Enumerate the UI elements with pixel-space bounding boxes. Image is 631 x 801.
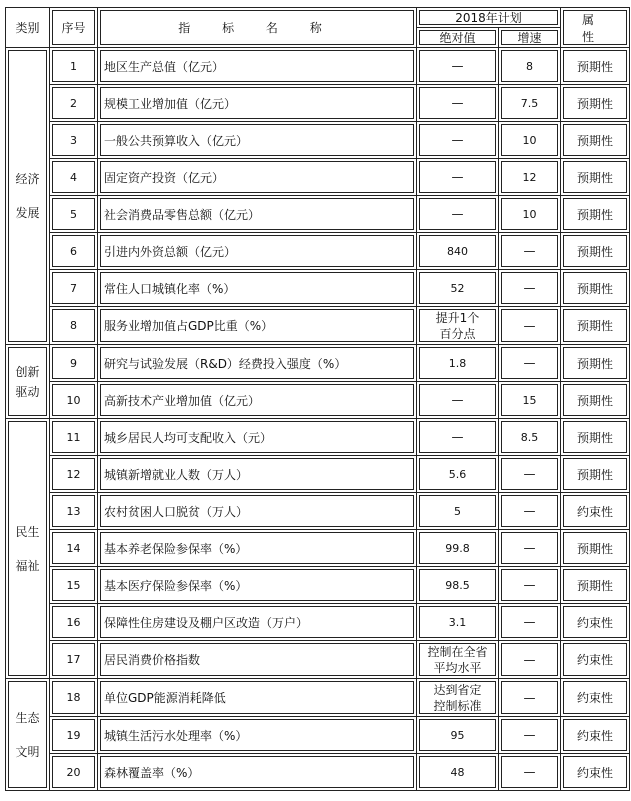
row-attr: 预期性 (561, 270, 630, 307)
row-name: 森林覆盖率（%） (98, 754, 417, 791)
table-row (6, 717, 630, 754)
row-no: 8 (50, 307, 98, 345)
row-growth: — (499, 307, 561, 345)
table-row (6, 159, 630, 196)
row-no: 6 (50, 233, 98, 270)
row-attr: 预期性 (561, 456, 630, 493)
row-growth: 12 (499, 159, 561, 196)
row-name: 城镇生活污水处理率（%） (98, 717, 417, 754)
row-attr: 约束性 (561, 641, 630, 679)
table-row (6, 85, 630, 122)
row-abs: — (417, 159, 499, 196)
row-growth: 8.5 (499, 419, 561, 456)
table-row (6, 530, 630, 567)
row-growth: 10 (499, 196, 561, 233)
row-name: 社会消费品零售总额（亿元） (98, 196, 417, 233)
table-row (6, 270, 630, 307)
table-row (6, 641, 630, 679)
category-cell (6, 419, 50, 679)
row-attr: 预期性 (561, 122, 630, 159)
row-growth: — (499, 456, 561, 493)
category-line: 创新 (15, 364, 40, 379)
table-row (6, 122, 630, 159)
row-attr: 预期性 (561, 48, 630, 85)
row-abs (417, 679, 499, 717)
row-abs: — (417, 196, 499, 233)
row-no: 4 (50, 159, 98, 196)
row-growth: — (499, 604, 561, 641)
header-indicator: 指 标 名 称 (98, 8, 417, 48)
row-no: 18 (50, 679, 98, 717)
row-no: 17 (50, 641, 98, 679)
category-line: 发展 (15, 206, 40, 220)
row-name: 城镇新增就业人数（万人） (98, 456, 417, 493)
plan-table (5, 7, 630, 791)
table-row (6, 493, 630, 530)
table-row (6, 679, 630, 717)
category-line: 文明 (15, 744, 40, 759)
row-name: 居民消费价格指数 (98, 641, 417, 679)
table-row (6, 419, 630, 456)
row-no: 7 (50, 270, 98, 307)
row-name: 基本养老保险参保率（%） (98, 530, 417, 567)
category-line: 生态 (15, 710, 40, 725)
row-attr: 预期性 (561, 233, 630, 270)
row-no: 16 (50, 604, 98, 641)
row-name: 一般公共预算收入（亿元） (98, 122, 417, 159)
row-attr: 预期性 (561, 85, 630, 122)
row-attr: 预期性 (561, 307, 630, 345)
row-abs: 1.8 (417, 345, 499, 382)
row-growth: — (499, 270, 561, 307)
row-abs: — (417, 419, 499, 456)
row-name: 引进内外资总额（亿元） (98, 233, 417, 270)
row-name: 单位GDP能源消耗降低 (98, 679, 417, 717)
row-no: 14 (50, 530, 98, 567)
row-abs-line: 百分点 (439, 326, 476, 341)
row-abs-line: 控制标准 (433, 698, 482, 713)
row-growth: 7.5 (499, 85, 561, 122)
row-no: 2 (50, 85, 98, 122)
row-abs-line: 提升1个 (435, 310, 480, 325)
category-cell (6, 48, 50, 345)
row-attr: 预期性 (561, 382, 630, 419)
row-growth: — (499, 567, 561, 604)
row-name: 保障性住房建设及棚户区改造（万户） (98, 604, 417, 641)
row-abs: — (417, 122, 499, 159)
row-growth: — (499, 530, 561, 567)
row-growth: — (499, 717, 561, 754)
row-abs: 99.8 (417, 530, 499, 567)
table-row (6, 604, 630, 641)
table-row (6, 567, 630, 604)
category-line: 驱动 (15, 384, 40, 399)
row-abs: 5.6 (417, 456, 499, 493)
row-attr: 约束性 (561, 493, 630, 530)
header-plan: 2018年计划 (417, 8, 561, 28)
row-name: 常住人口城镇化率（%） (98, 270, 417, 307)
row-attr: 预期性 (561, 196, 630, 233)
table-row (6, 382, 630, 419)
header-seq: 序号 (50, 8, 98, 48)
row-no: 9 (50, 345, 98, 382)
row-name: 地区生产总值（亿元） (98, 48, 417, 85)
row-attr: 预期性 (561, 159, 630, 196)
row-no: 5 (50, 196, 98, 233)
row-no: 20 (50, 754, 98, 791)
row-name: 固定资产投资（亿元） (98, 159, 417, 196)
row-abs: 48 (417, 754, 499, 791)
row-attr: 约束性 (561, 717, 630, 754)
header-growth: 增速 (499, 28, 561, 48)
row-attr: 约束性 (561, 679, 630, 717)
header-attribute: 属 性 (561, 8, 630, 48)
row-abs: 5 (417, 493, 499, 530)
row-growth: — (499, 493, 561, 530)
row-attr: 约束性 (561, 754, 630, 791)
table-row (6, 48, 630, 85)
row-no: 12 (50, 456, 98, 493)
row-name: 高新技术产业增加值（亿元） (98, 382, 417, 419)
row-attr: 预期性 (561, 419, 630, 456)
row-no: 3 (50, 122, 98, 159)
row-growth: — (499, 641, 561, 679)
row-no: 15 (50, 567, 98, 604)
row-no: 10 (50, 382, 98, 419)
row-attr: 预期性 (561, 345, 630, 382)
table-row (6, 307, 630, 345)
row-abs-line: 达到省定 (433, 682, 482, 697)
category-line: 福祉 (15, 558, 40, 573)
row-name: 基本医疗保险参保率（%） (98, 567, 417, 604)
row-no: 13 (50, 493, 98, 530)
header-absolute: 绝对值 (417, 28, 499, 48)
row-no: 19 (50, 717, 98, 754)
row-growth: 8 (499, 48, 561, 85)
row-name: 农村贫困人口脱贫（万人） (98, 493, 417, 530)
row-abs: — (417, 85, 499, 122)
row-abs: 95 (417, 717, 499, 754)
table-row (6, 754, 630, 791)
table-row (6, 196, 630, 233)
table-row (6, 456, 630, 493)
row-attr: 预期性 (561, 567, 630, 604)
row-abs (417, 641, 499, 679)
category-cell (6, 345, 50, 419)
row-growth: — (499, 345, 561, 382)
row-abs: 3.1 (417, 604, 499, 641)
header-category: 类别 (6, 8, 50, 48)
row-name: 研究与试验发展（R&D）经费投入强度（%） (98, 345, 417, 382)
row-name: 规模工业增加值（亿元） (98, 85, 417, 122)
row-abs: 52 (417, 270, 499, 307)
row-abs-line: 平均水平 (433, 660, 482, 675)
category-cell (6, 679, 50, 791)
category-line: 经济 (15, 172, 40, 186)
row-growth: 15 (499, 382, 561, 419)
row-name: 服务业增加值占GDP比重（%） (98, 307, 417, 345)
row-growth: — (499, 233, 561, 270)
row-no: 1 (50, 48, 98, 85)
table-row (6, 233, 630, 270)
row-no: 11 (50, 419, 98, 456)
row-growth: — (499, 679, 561, 717)
row-attr: 约束性 (561, 604, 630, 641)
category-line: 民生 (15, 524, 40, 539)
row-abs-line: 控制在全省 (427, 644, 488, 659)
row-abs (417, 307, 499, 345)
row-growth: 10 (499, 122, 561, 159)
row-growth: — (499, 754, 561, 791)
row-abs: — (417, 48, 499, 85)
row-abs: 840 (417, 233, 499, 270)
row-attr: 预期性 (561, 530, 630, 567)
row-name: 城乡居民人均可支配收入（元） (98, 419, 417, 456)
row-abs: 98.5 (417, 567, 499, 604)
table-row (6, 345, 630, 382)
row-abs: — (417, 382, 499, 419)
